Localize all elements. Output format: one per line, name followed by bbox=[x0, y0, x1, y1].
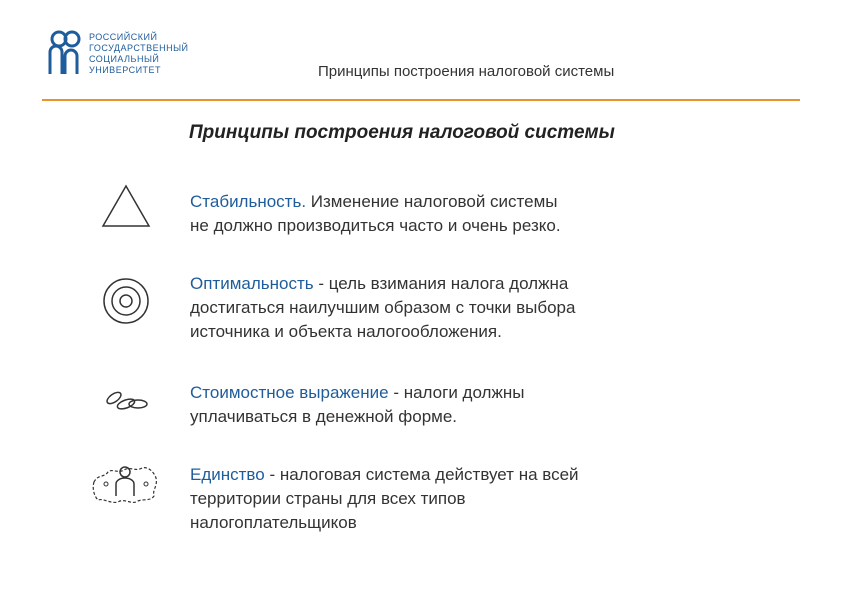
logo-emblem-icon bbox=[47, 30, 87, 78]
principle-unity bbox=[190, 463, 750, 535]
header-title: Принципы построения налоговой системы bbox=[318, 63, 615, 80]
principle-stability bbox=[190, 190, 750, 238]
principle-optimality bbox=[190, 272, 750, 344]
logo-line: УНИВЕРСИТЕТ bbox=[89, 65, 162, 75]
header-divider bbox=[42, 99, 800, 101]
principle-text: - цель взимания налога должна bbox=[313, 274, 569, 293]
territory-map-icon bbox=[90, 460, 160, 506]
principle-term: Оптимальность bbox=[190, 274, 314, 293]
principle-text: Изменение налоговой системы bbox=[306, 192, 558, 211]
logo-line: СОЦИАЛЬНЫЙ bbox=[89, 54, 160, 64]
principle-term: Единство bbox=[190, 465, 265, 484]
principle-text: налогоплательщиков bbox=[190, 513, 357, 532]
logo-line: ГОСУДАРСТВЕННЫЙ bbox=[89, 43, 189, 53]
principle-monetary bbox=[190, 381, 750, 429]
principle-text: - налоги должны bbox=[388, 383, 525, 402]
coins-icon bbox=[102, 386, 150, 416]
logo-text bbox=[89, 32, 189, 76]
principle-text: достигаться наилучшим образом с точки выбора bbox=[190, 298, 576, 317]
logo-line: РОССИЙСКИЙ bbox=[89, 32, 158, 42]
principle-text: уплачиваться в денежной форме. bbox=[190, 407, 458, 426]
principle-term: Стоимостное выражение bbox=[190, 383, 389, 402]
target-icon bbox=[101, 276, 151, 326]
principle-text: территории страны для всех типов bbox=[190, 489, 466, 508]
triangle-icon bbox=[100, 183, 152, 229]
principle-text: - налоговая система действует на всей bbox=[264, 465, 579, 484]
principle-text: источника и объекта налогообложения. bbox=[190, 322, 502, 341]
university-logo bbox=[47, 30, 197, 80]
principle-term: Стабильность. bbox=[190, 192, 307, 211]
principle-text: не должно производиться часто и очень резко. bbox=[190, 216, 561, 235]
slide-title: Принципы построения налоговой системы bbox=[189, 122, 615, 143]
